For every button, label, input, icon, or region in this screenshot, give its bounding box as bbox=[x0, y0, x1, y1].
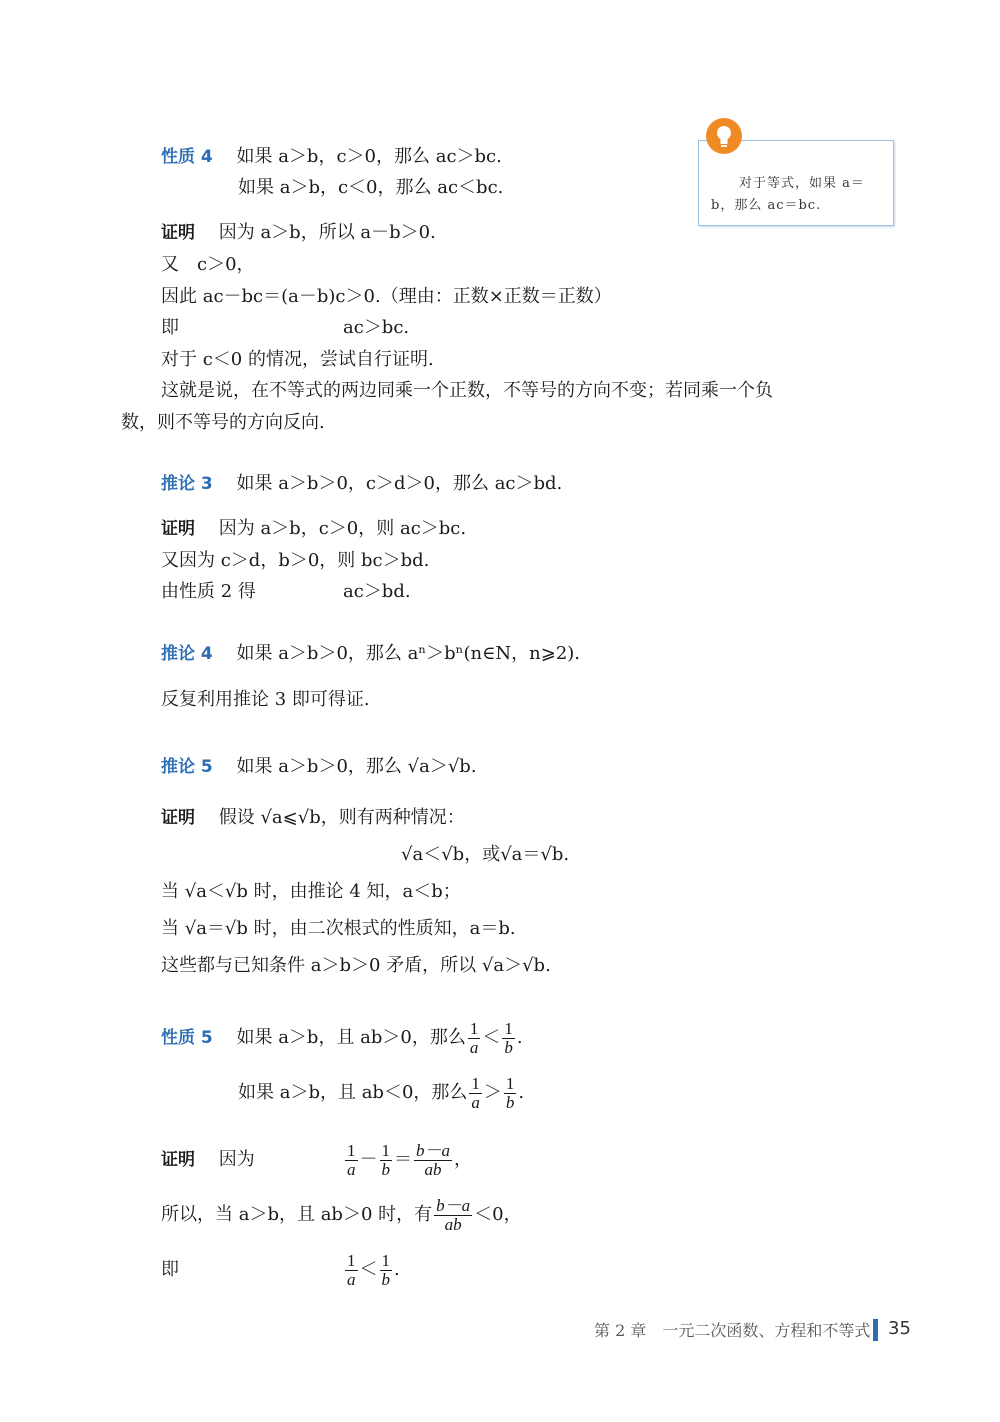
proof1-label: 证明 bbox=[161, 223, 195, 243]
proof4-line1 bbox=[161, 1140, 255, 1180]
cor3-text: 如果 a＞b＞0，c＞d＞0，那么 ac＞bd. bbox=[236, 473, 563, 494]
proof1-line4a: 即 bbox=[161, 317, 179, 338]
prop5-rel1: ＜ bbox=[482, 1027, 501, 1048]
proof4-line3: $\frac{1}{a}$ ＜ $\frac{1}{b}$ . bbox=[347, 1250, 400, 1289]
fraction-1-over-a: $\frac{1}{a}$ bbox=[469, 1018, 479, 1057]
cor3-label: 推论 3 bbox=[161, 474, 213, 494]
cor5-label: 推论 5 bbox=[161, 757, 213, 777]
proof1-line3: 因此 ac－bc＝(a－b)c＞0.（理由：正数×正数＝正数） bbox=[161, 286, 612, 307]
proof2-label: 证明 bbox=[161, 519, 195, 539]
proof4-ji: 即 bbox=[161, 1259, 179, 1280]
proof3-line1 bbox=[161, 806, 465, 830]
proof3-line3: 当 √a＜√b 时，由推论 4 知，a＜b； bbox=[161, 881, 461, 902]
fraction-1-over-b: $\frac{1}{b}$ bbox=[505, 1073, 515, 1112]
proof3-label: 证明 bbox=[161, 808, 195, 828]
proof3-line2: √a＜√b，或√a＝√b. bbox=[401, 844, 570, 865]
cor4-note: 反复利用推论 3 即可得证. bbox=[161, 689, 370, 710]
proof2-text1: 因为 a＞b，c＞0，则 ac＞bc. bbox=[218, 518, 467, 539]
proof4-so: 所以，当 a＞b，且 ab＞0 时，有 bbox=[161, 1204, 433, 1225]
chapter-title: 第 2 章 一元二次函数、方程和不等式 bbox=[594, 1321, 871, 1340]
fraction-bma-over-ab: $\frac{b-a}{ab}$ bbox=[416, 1140, 450, 1179]
cor4-text: 如果 a＞b＞0，那么 aⁿ＞bⁿ(n∈N，n⩾2). bbox=[236, 643, 581, 664]
prop4-line2: 如果 a＞b，c＜0，那么 ac＜bc. bbox=[238, 177, 504, 198]
proof4-equation: $\frac{1}{a}$ － $\frac{1}{b}$ ＝ $\frac{b-a}{ab}$ ， bbox=[347, 1140, 472, 1179]
proof3-line5: 这些都与已知条件 a＞b＞0 矛盾，所以 √a＞√b. bbox=[161, 955, 551, 976]
cor4-label: 推论 4 bbox=[161, 644, 213, 664]
lightbulb-icon bbox=[704, 116, 744, 156]
fraction-bma-over-ab: $\frac{b-a}{ab}$ bbox=[436, 1195, 471, 1234]
proof3-line4: 当 √a＝√b 时，由二次根式的性质知，a＝b. bbox=[161, 918, 516, 939]
cor3-line bbox=[161, 472, 562, 496]
proof1-para1: 这就是说，在不等式的两边同乘一个正数，不等号的方向不变；若同乘一个负 bbox=[161, 380, 773, 401]
fraction-1-over-a: $\frac{1}{a}$ bbox=[347, 1250, 356, 1289]
proof2-line2: 又因为 c＞d，b＞0，则 bc＞bd. bbox=[161, 550, 430, 571]
prop4-label: 性质 4 bbox=[161, 147, 213, 167]
prop4-line1 bbox=[161, 145, 502, 169]
margin-note-text: 对于等式，如果 a＝b，那么 ac＝bc. bbox=[711, 176, 865, 213]
proof1-line4b: ac＞bc. bbox=[343, 317, 410, 338]
proof4-label: 证明 bbox=[161, 1150, 195, 1170]
fraction-1-over-b: $\frac{1}{b}$ bbox=[504, 1018, 513, 1057]
prop5-text2: 如果 a＞b，且 ab＜0，那么 bbox=[238, 1082, 468, 1103]
fraction-1-over-a: $\frac{1}{a}$ bbox=[347, 1140, 356, 1179]
proof1-text1: 因为 a＞b，所以 a－b＞0. bbox=[218, 222, 436, 243]
prop5-line1: 性质 5 如果 a＞b，且 ab＞0，那么 $\frac{1}{a}$ ＜ $\frac{1}{b}$ . bbox=[161, 1018, 523, 1057]
proof1-line5: 对于 c＜0 的情况，尝试自行证明. bbox=[161, 349, 434, 370]
fraction-1-over-b: $\frac{1}{b}$ bbox=[381, 1250, 390, 1289]
prop5-label: 性质 5 bbox=[161, 1028, 213, 1048]
proof2-line1 bbox=[161, 517, 466, 541]
proof4-because: 因为 bbox=[218, 1149, 255, 1170]
page-number: 35 bbox=[888, 1318, 911, 1339]
prop5-text1: 如果 a＞b，且 ab＞0，那么 bbox=[236, 1027, 466, 1048]
cor4-line bbox=[161, 642, 580, 666]
footer-divider bbox=[873, 1319, 878, 1341]
proof1-line1 bbox=[161, 221, 436, 245]
prop5-rel2: ＞ bbox=[483, 1082, 502, 1103]
proof2-line3b: ac＞bd. bbox=[343, 581, 411, 602]
proof4-line2: 所以，当 a＞b，且 ab＞0 时，有 $\frac{b-a}{ab}$ ＜0， bbox=[161, 1195, 522, 1234]
proof2-line3a: 由性质 2 得 bbox=[161, 581, 256, 602]
cor5-text: 如果 a＞b＞0，那么 √a＞√b. bbox=[236, 756, 477, 777]
proof3-text1: 假设 √a⩽√b，则有两种情况： bbox=[218, 807, 465, 828]
proof1-line2: 又 c＞0， bbox=[161, 254, 255, 275]
cor5-line bbox=[161, 755, 477, 779]
proof1-para2: 数，则不等号的方向反向. bbox=[121, 412, 325, 433]
prop5-line2: 如果 a＞b，且 ab＜0，那么 $\frac{1}{a}$ ＞ $\frac{1}{b}$ . bbox=[238, 1073, 525, 1112]
fraction-1-over-a: $\frac{1}{a}$ bbox=[471, 1073, 480, 1112]
prop4-text1: 如果 a＞b，c＞0，那么 ac＞bc. bbox=[236, 146, 502, 167]
fraction-1-over-b: $\frac{1}{b}$ bbox=[381, 1140, 390, 1179]
